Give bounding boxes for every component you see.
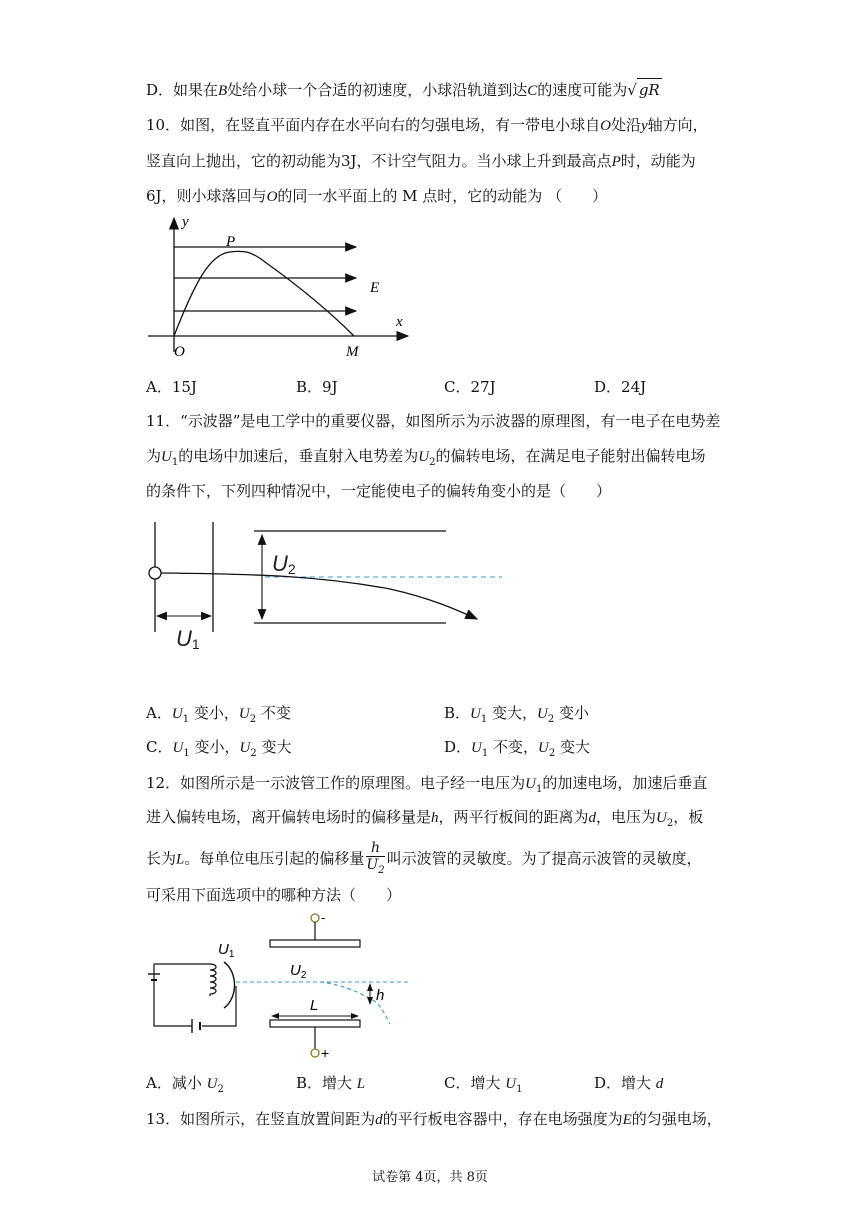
q12-label-l: L bbox=[310, 997, 319, 1014]
q11-option-d[interactable]: D．$U_1$ 不变，$U_2$ 变大 bbox=[444, 738, 591, 759]
q11-electron-source bbox=[149, 567, 161, 579]
q10-label-y: y bbox=[182, 214, 189, 230]
q10-line3: 6J，则小球落回与O的同一水平面上的 M 点时，它的动能为 （ ） bbox=[146, 187, 608, 205]
q11-electron-path bbox=[161, 573, 477, 619]
q12-line2: 进入偏转电场，离开偏转电场时的偏移量是h，两平行板间的距离为d，电压为$U_2$，板 bbox=[146, 808, 704, 829]
q10-option-d[interactable]: D．24J bbox=[594, 378, 647, 396]
q12-option-c[interactable]: C．增大 $U_1$ bbox=[444, 1074, 523, 1095]
q10-option-b[interactable]: B．9J bbox=[296, 378, 338, 396]
q10-label-e: E bbox=[370, 280, 380, 296]
q10-option-c[interactable]: C．27J bbox=[444, 378, 496, 396]
q12-terminal-plus bbox=[311, 1049, 319, 1057]
q10-label-m: M bbox=[346, 344, 359, 360]
q12-line3: 长为L。每单位电压引起的偏移量 $\frac{h}{U_2}$ 叫示波管的灵敏度。为了提高示波管的灵敏度， bbox=[146, 840, 702, 879]
q10-trajectory bbox=[174, 251, 354, 336]
q11-figure bbox=[140, 514, 510, 664]
q12-option-b[interactable]: B．增大 L bbox=[296, 1074, 366, 1092]
q12-label-u2: $U_2$ bbox=[290, 962, 307, 981]
q12-line1: 12．如图所示是一示波管工作的原理图。电子经一电压为$U_1$的加速电场，加速后垂直 bbox=[146, 774, 708, 795]
q11-option-a[interactable]: A．$U_1$ 变小，$U_2$ 不变 bbox=[146, 704, 291, 725]
page-footer: 试卷第 4页，共 8页 bbox=[372, 1170, 488, 1185]
q10-line2: 竖直向上抛出，它的初动能为3J，不计空气阻力。当小球上升到最高点P时，动能为 bbox=[146, 152, 696, 170]
q10-option-a[interactable]: A．15J bbox=[146, 378, 197, 396]
q12-option-d[interactable]: D．增大 d bbox=[594, 1074, 664, 1092]
q10-label-x: x bbox=[396, 314, 403, 330]
q10-line1: 10．如图，在竖直平面内存在水平向右的匀强电场，有一带电小球自O处沿y轴方向， bbox=[146, 116, 708, 134]
q12-plate-bottom bbox=[270, 1020, 360, 1027]
q12-terminal-minus bbox=[311, 914, 319, 922]
q12-plate-top bbox=[270, 940, 360, 947]
q11-label-u1: U1 bbox=[176, 626, 200, 652]
q11-line1: 11．“示波器”是电工学中的重要仪器，如图所示为示波器的原理图，有一电子在电势差 bbox=[146, 412, 721, 430]
q11-line2: 为$U_1$的电场中加速后，垂直射入电势差为$U_2$的偏转电场，在满足电子能射出偏转电场 bbox=[146, 447, 706, 468]
q12-sensitivity-fraction: $\frac{h}{U_2}$ bbox=[366, 840, 385, 876]
q12-cathode-arc bbox=[224, 962, 235, 1008]
q12-line4: 可采用下面选项中的哪种方法（ ） bbox=[146, 886, 402, 904]
q12-option-a[interactable]: A．减小 $U_2$ bbox=[146, 1074, 224, 1095]
q13-line1: 13．如图所示，在竖直放置间距为d的平行板电容器中，存在电场强度为E的匀强电场， bbox=[146, 1110, 722, 1128]
q12-label-h: h bbox=[376, 987, 385, 1004]
q11-label-u2: U2 bbox=[272, 551, 296, 577]
q10-figure bbox=[140, 212, 420, 362]
q9-option-d: D．如果在B处给小球一个合适的初速度，小球沿轨道到达C的速度可能为√ gR bbox=[146, 78, 662, 102]
q10-label-o: O bbox=[174, 344, 185, 360]
q12-label-u1: $U_1$ bbox=[218, 941, 235, 960]
q11-option-b[interactable]: B．$U_1$ 变大，$U_2$ 变小 bbox=[444, 704, 590, 725]
q12-filament-coil bbox=[210, 964, 216, 994]
q12-label-minus: - bbox=[321, 910, 326, 925]
q12-figure bbox=[140, 906, 430, 1066]
q11-line3: 的条件下，下列四种情况中，一定能使电子的偏转角变小的是（ ） bbox=[146, 482, 612, 500]
q10-label-p: P bbox=[226, 234, 236, 250]
q12-circuit-wire bbox=[154, 964, 236, 1026]
q11-option-c[interactable]: C．$U_1$ 变小，$U_2$ 变大 bbox=[146, 738, 292, 759]
q12-label-plus: + bbox=[321, 1045, 330, 1061]
